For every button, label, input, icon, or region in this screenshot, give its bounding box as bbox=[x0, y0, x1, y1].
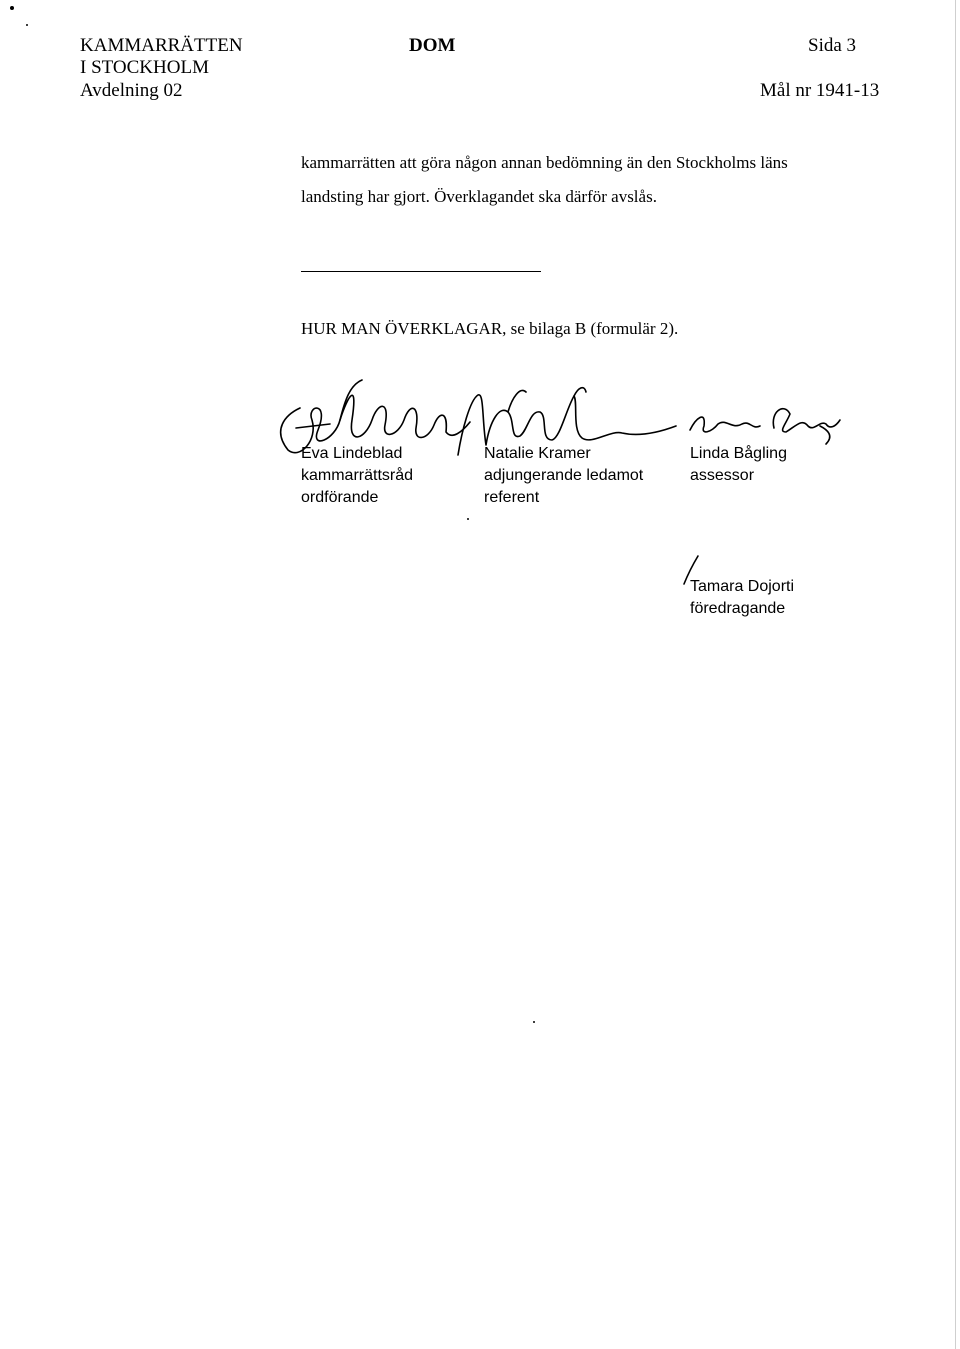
body-text-line2: landsting har gjort. Överklagandet ska därför avslås. bbox=[301, 187, 657, 206]
signatory-1-title: kammarrättsråd bbox=[301, 467, 414, 484]
page-number: Sida 3 bbox=[808, 35, 857, 56]
court-name-line1: KAMMARRÄTTEN bbox=[80, 35, 243, 56]
signatory-2-role: referent bbox=[484, 489, 540, 506]
signatory-2-name: Natalie Kramer bbox=[484, 445, 591, 462]
scan-edge bbox=[955, 0, 956, 1349]
appeal-notice: HUR MAN ÖVERKLAGAR, se bilaga B (formulär 2). bbox=[301, 319, 679, 338]
body-text-line1: kammarrätten att göra någon annan bedömning än den Stockholms läns bbox=[301, 153, 788, 172]
scan-speck bbox=[467, 518, 469, 520]
signatory-3-title: assessor bbox=[690, 467, 755, 484]
signatory-3-name: Linda Bågling bbox=[690, 445, 787, 462]
divider bbox=[301, 271, 541, 272]
signatory-1-name: Eva Lindeblad bbox=[301, 445, 403, 462]
scan-speck bbox=[533, 1021, 535, 1023]
rapporteur-name: Tamara Dojorti bbox=[690, 578, 795, 595]
rapporteur-title: föredragande bbox=[690, 600, 786, 617]
case-number: Mål nr 1941-13 bbox=[760, 80, 880, 101]
signatory-1-role: ordförande bbox=[301, 489, 379, 506]
court-name-line2: I STOCKHOLM bbox=[80, 57, 209, 78]
division: Avdelning 02 bbox=[80, 80, 183, 101]
document-type: DOM bbox=[409, 35, 456, 56]
scan-speck bbox=[10, 6, 14, 10]
signature-linda-bagling bbox=[690, 417, 760, 432]
scan-speck bbox=[26, 24, 28, 26]
signatory-2-title: adjungerande ledamot bbox=[484, 467, 644, 484]
